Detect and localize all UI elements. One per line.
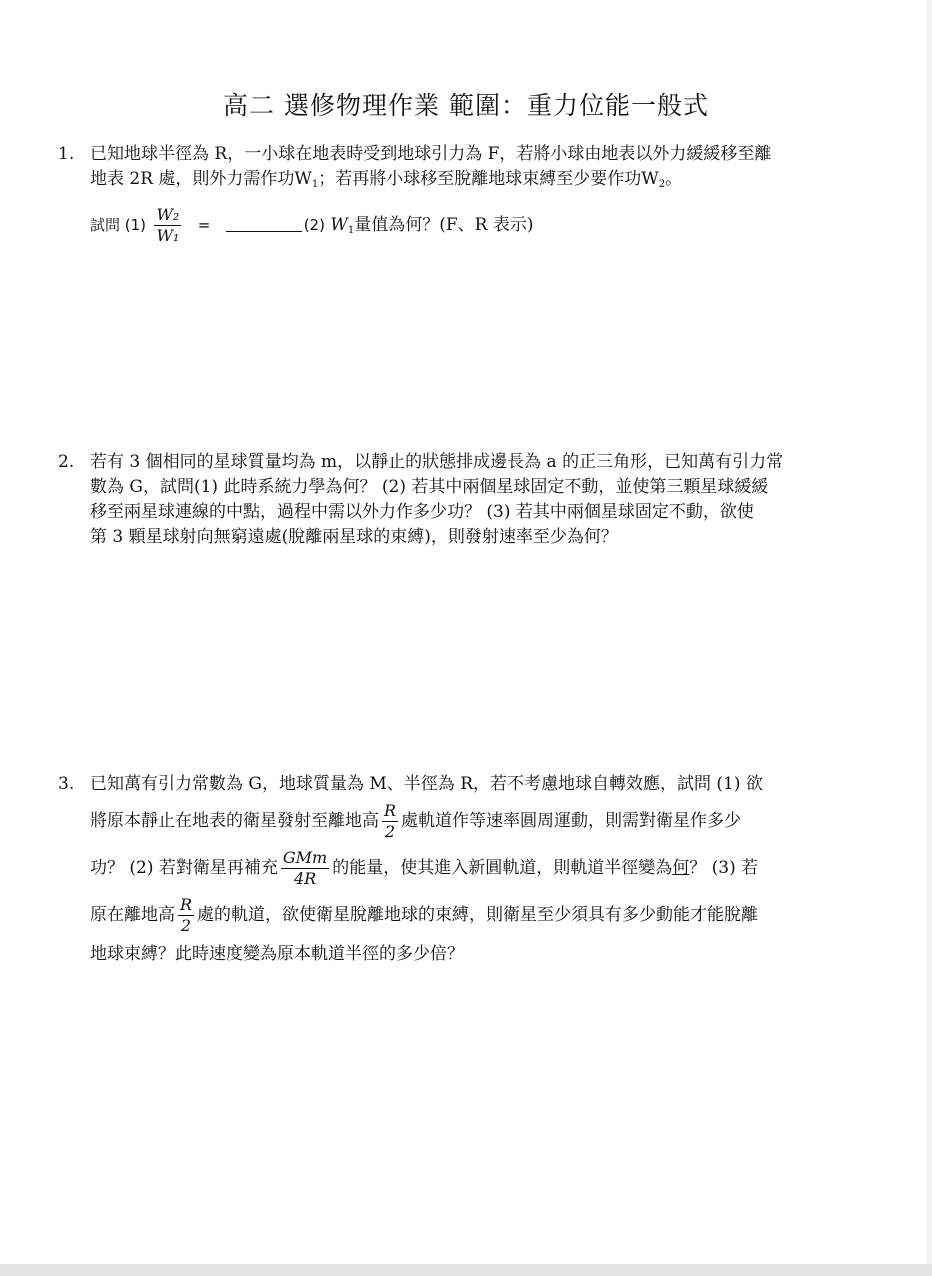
question-text-line: 地表 2R 處，則外力需作功$W_1$；若再將小球移至脫離地球束縛至少要作功$W_2$。 — [90, 169, 683, 190]
ask-label: 試問 (1) — [90, 216, 147, 234]
question-1 — [58, 142, 868, 244]
fraction-r-over-2: $\frac{R}{2}$ — [384, 801, 397, 841]
question-text-line: 數為 G，試問(1) 此時系統力學為何？ (2) 若其中兩個星球固定不動，並使第三顆星球緩緩 — [90, 477, 769, 497]
answer-blank[interactable] — [226, 215, 302, 232]
sub-questions-line: 試問 (1) $\frac{\text{W₂}}{\text{W₁}}$ = (2) $W_1$量值為何？(F、R 表示) — [90, 205, 534, 245]
question-text-line: 移至兩星球連線的中點，過程中需以外力作多少功？ (3) 若其中兩個星球固定不動，欲使 — [90, 502, 754, 522]
question-text-line: 將原本靜止在地表的衛星發射至離地高 $\frac{R}{2}$ 處軌道作等速率圓周運動，則需對衛星作多少 — [90, 801, 742, 841]
question-text-line: 第 3 顆星球射向無窮遠處(脫離兩星球的束縛)，則發射速率至少為何？ — [90, 527, 618, 547]
question-text-line: 已知地球半徑為 R，一小球在地表時受到地球引力為 F，若將小球由地表以外力緩緩移至離 — [90, 144, 772, 164]
fraction-r-over-2: $\frac{R}{2}$ — [180, 895, 193, 935]
question-number: 3. — [58, 774, 75, 794]
question-3 — [58, 772, 868, 967]
fraction-w2-w1: $\frac{\text{W₂}}{\text{W₁}}$ — [156, 205, 180, 245]
page-edge-shadow — [926, 0, 932, 1264]
question-text-line: 若有 3 個相同的星球質量均為 m，以靜止的狀態排成邊長為 a 的正三角形，已知萬有引力常 — [90, 452, 784, 472]
viewer-bottom-bar — [0, 1264, 932, 1276]
equals-sign: = — [197, 216, 211, 234]
question-2 — [58, 450, 868, 550]
page-title: 高二 選修物理作業 範圍：重力位能一般式 — [223, 91, 709, 120]
question-text-line: 功？ (2) 若對衛星再補充 $\frac{\text{GMm}}{4R}$ 的能量，使其進入新圓軌道，則軌道半徑變為何？ (3) 若 — [90, 848, 759, 888]
question-number: 1. — [58, 144, 75, 164]
question-text-line: 已知萬有引力常數為 G，地球質量為 M、半徑為 R，若不考慮地球自轉效應，試問 (1) 欲 — [90, 774, 763, 794]
question-text-line: 地球束縛？此時速度變為原本軌道半徑的多少倍？ — [90, 944, 464, 964]
question-number: 2. — [58, 452, 75, 472]
question-text-line: 原在離地高 $\frac{R}{2}$ 處的軌道，欲使衛星脫離地球的束縛，則衛星至少須具有多少動能才能脫離 — [90, 895, 759, 935]
fraction-gmm-over-4r: $\frac{\text{GMm}}{4R}$ — [282, 848, 328, 888]
